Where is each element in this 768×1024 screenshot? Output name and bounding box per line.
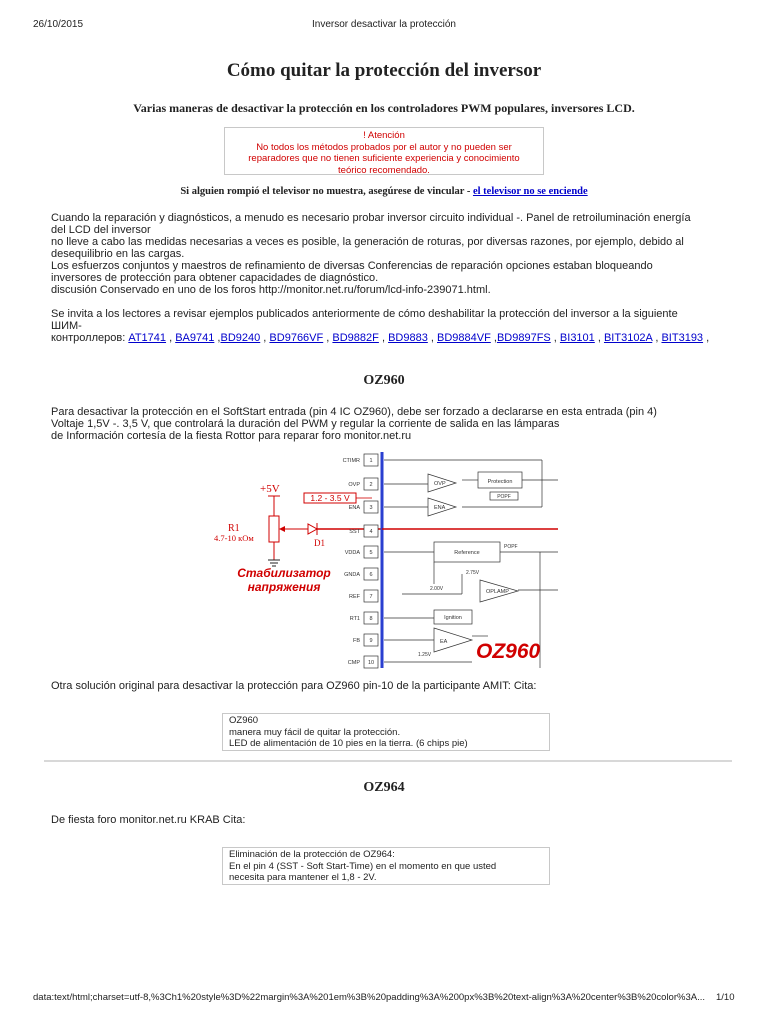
resistor-r1 <box>269 516 279 542</box>
page-subtitle: Varias maneras de desactivar la protección en los controladores PWM populares, inversores LCD. <box>133 101 635 115</box>
pin-number: 6 <box>369 572 373 578</box>
oz964-heading: OZ964 <box>363 780 405 795</box>
range-label: 1.2 - 3.5 V <box>310 493 350 503</box>
pin-label: CMP <box>347 660 360 666</box>
popf-block-label: POPF <box>497 494 511 500</box>
stabilizer-label-2: напряжения <box>247 580 321 594</box>
ignition-block-label: Ignition <box>444 615 462 621</box>
intro-line: inversores de protección para obtener capacidades de diagnóstico. <box>51 272 379 284</box>
ea-block-label: EA <box>440 639 448 645</box>
oplamp-block-label: OPLAMP <box>486 589 509 595</box>
pin-label: RT1 <box>349 616 360 622</box>
oz960-line: de Información cortesía de la fiesta Rottor para reparar foro monitor.net.ru <box>51 430 412 442</box>
print-tab-title: Inversor desactivar la protección <box>312 19 456 30</box>
pin-label: OVP <box>348 482 360 488</box>
oz964-quote-line: necesita para mantener el 1,8 - 2V. <box>229 872 377 883</box>
d1-label: D1 <box>314 538 325 548</box>
warning-line-2: No todos los métodos probados por el autor y no pueden ser <box>256 141 512 153</box>
warning-line-1: ! Atención <box>363 130 405 141</box>
oz964-quote-line: Eliminación de la protección de OZ964: <box>229 849 395 860</box>
print-date: 26/10/2015 <box>33 19 84 30</box>
pin-number: 7 <box>369 594 373 600</box>
controller-link[interactable]: BD9882F <box>332 332 379 344</box>
pin-label: GNDA <box>344 572 360 578</box>
intro-line: Cuando la reparación y diagnósticos, a menudo es necesario probar inversor circuito individual -. Panel de retroiluminación energía <box>51 212 691 224</box>
controller-link[interactable]: AT1741 <box>128 332 167 344</box>
intro-paragraph <box>51 212 731 296</box>
controller-link[interactable]: BIT3193 <box>661 332 704 344</box>
chip-pins <box>343 458 361 666</box>
v200-label: 2.00V <box>430 586 444 592</box>
pin-number: 9 <box>369 638 373 644</box>
oz960-quote-line: LED de alimentación de 10 pies en la tierra. (6 chips pie) <box>229 738 468 749</box>
oz964-quote-line: En el pin 4 (SST - Soft Start-Time) en el momento en que usted <box>229 860 497 872</box>
oz960-paragraph <box>51 406 731 442</box>
section-divider <box>44 760 732 762</box>
controller-link[interactable]: BI3101 <box>559 332 595 344</box>
r1-value-label: 4.7-10 кОм <box>214 533 254 543</box>
oz960-line: Para desactivar la protección en el SoftStart entrada (pin 4 IC OZ960), debe ser forzado a declararse en esta entrada (pin 4) <box>51 406 657 418</box>
pin-label: SST <box>349 529 360 535</box>
controller-link[interactable]: BD9883 <box>388 332 428 344</box>
wiper-arrow <box>279 526 285 532</box>
oz960-heading: OZ960 <box>363 373 405 388</box>
intro-line: no lleve a cabo las medidas necesarias a veces es posible, la generación de roturas, por diversas razones, por ejemplo, debido al <box>51 236 684 248</box>
oz960-circuit-diagram <box>214 450 558 668</box>
popf2-label: POPF <box>504 544 518 550</box>
warning-box <box>224 127 544 175</box>
warning-line-3: reparadores que no tienen suficiente experiencia y conocimiento <box>248 153 520 164</box>
pin-number: 3 <box>369 505 373 511</box>
ovp-block-label: OVP <box>434 481 446 487</box>
oz964-intro: De fiesta foro monitor.net.ru KRAB Cita: <box>51 814 246 826</box>
controller-link[interactable]: BIT3102A <box>603 332 653 344</box>
pin-number: 8 <box>369 616 373 622</box>
tv-note-link[interactable]: el televisor no se enciende <box>472 186 588 197</box>
footer-url: data:text/html;charset=utf-8,%3Ch1%20style%3D%22margin%3A%201em%3B%20padding%3A%200px%3B%20text-align%3A%20center%3B%20color%3A... <box>33 992 705 1003</box>
pin-number: 5 <box>369 550 373 556</box>
pin-number: 1 <box>369 458 373 464</box>
pin-number: 10 <box>367 660 375 666</box>
reference-block-label: Reference <box>454 550 480 556</box>
tv-note <box>0 186 768 197</box>
readers-line: ШИМ- <box>51 320 82 332</box>
pin-number: 4 <box>369 529 373 535</box>
intro-line: discusión Conservado en uno de los foros http://monitor.net.ru/forum/lcd-info-239071.html. <box>51 284 491 296</box>
controller-link[interactable]: BD9897FS <box>496 332 551 344</box>
pin-label: CTIMR <box>342 458 360 464</box>
controller-link[interactable]: BA9741 <box>175 332 215 344</box>
protection-block-label: Protection <box>487 479 513 485</box>
readers-paragraph <box>51 308 731 332</box>
page-number: 1/10 <box>716 992 735 1003</box>
pin-label: FB <box>352 638 360 644</box>
warning-line-4: teórico recomendado. <box>338 164 430 176</box>
tv-note-text: Si alguien rompió el televisor no muestra, asegúrese de vincular - <box>180 186 471 197</box>
pin-label: REF <box>349 594 360 600</box>
readers-line: Se invita a los lectores a revisar ejemplos publicados anteriormente de cómo deshabilitar la protección del inversor a la siguiente <box>51 308 678 320</box>
controllers-list: контроллеров: AT1741 , BA9741 ,BD9240 , BD9766VF , BD9882F , BD9883 , BD9884VF ,BD9897FS , BI3101 , BIT3102A , BIT3193 , <box>51 332 710 344</box>
oz960-quote-line: OZ960 <box>229 715 259 726</box>
controller-link[interactable]: BD9884VF <box>437 332 491 344</box>
oz960-quote-box <box>222 713 550 751</box>
oz960-line: Voltaje 1,5V -. 3,5 V, que controlará la duración del PWM y regular la corriente de salida en las lámparas <box>51 418 560 430</box>
r1-label: R1 <box>228 523 240 534</box>
page-title: Cómo quitar la protección del inversor <box>226 60 542 81</box>
intro-line: del LCD del inversor <box>51 224 151 236</box>
ena-block-label: ENA <box>434 505 446 511</box>
stabilizer-label-1: Стабилизатор <box>237 566 331 580</box>
controllers-prefix: контроллеров: <box>51 332 126 344</box>
intro-line: desequilibrio en las cargas. <box>51 248 185 260</box>
oz964-quote-box <box>222 847 550 885</box>
v125-label: 1.25V <box>418 652 432 658</box>
oz960-quote-line: manera muy fácil de quitar la protección. <box>229 726 401 738</box>
intro-line: Los esfuerzos conjuntos y maestros de refinamiento de diversas Conferencias de reparación opciones estaban bloqueando <box>51 260 653 272</box>
v275-label: 2.75V <box>466 570 480 576</box>
pin-label: VDDA <box>344 550 360 556</box>
pin-label: ENA <box>348 505 360 511</box>
oz960-alt-solution: Otra solución original para desactivar la protección para OZ960 pin-10 de la participante AMIT: Cita: <box>51 680 537 692</box>
controller-link[interactable]: BD9766VF <box>269 332 324 344</box>
pin-number: 2 <box>369 482 373 488</box>
v5-label: +5V <box>260 483 280 495</box>
diode-d1 <box>308 524 317 534</box>
chip-name-label: OZ960 <box>476 640 541 663</box>
controller-link[interactable]: BD9240 <box>220 332 261 344</box>
